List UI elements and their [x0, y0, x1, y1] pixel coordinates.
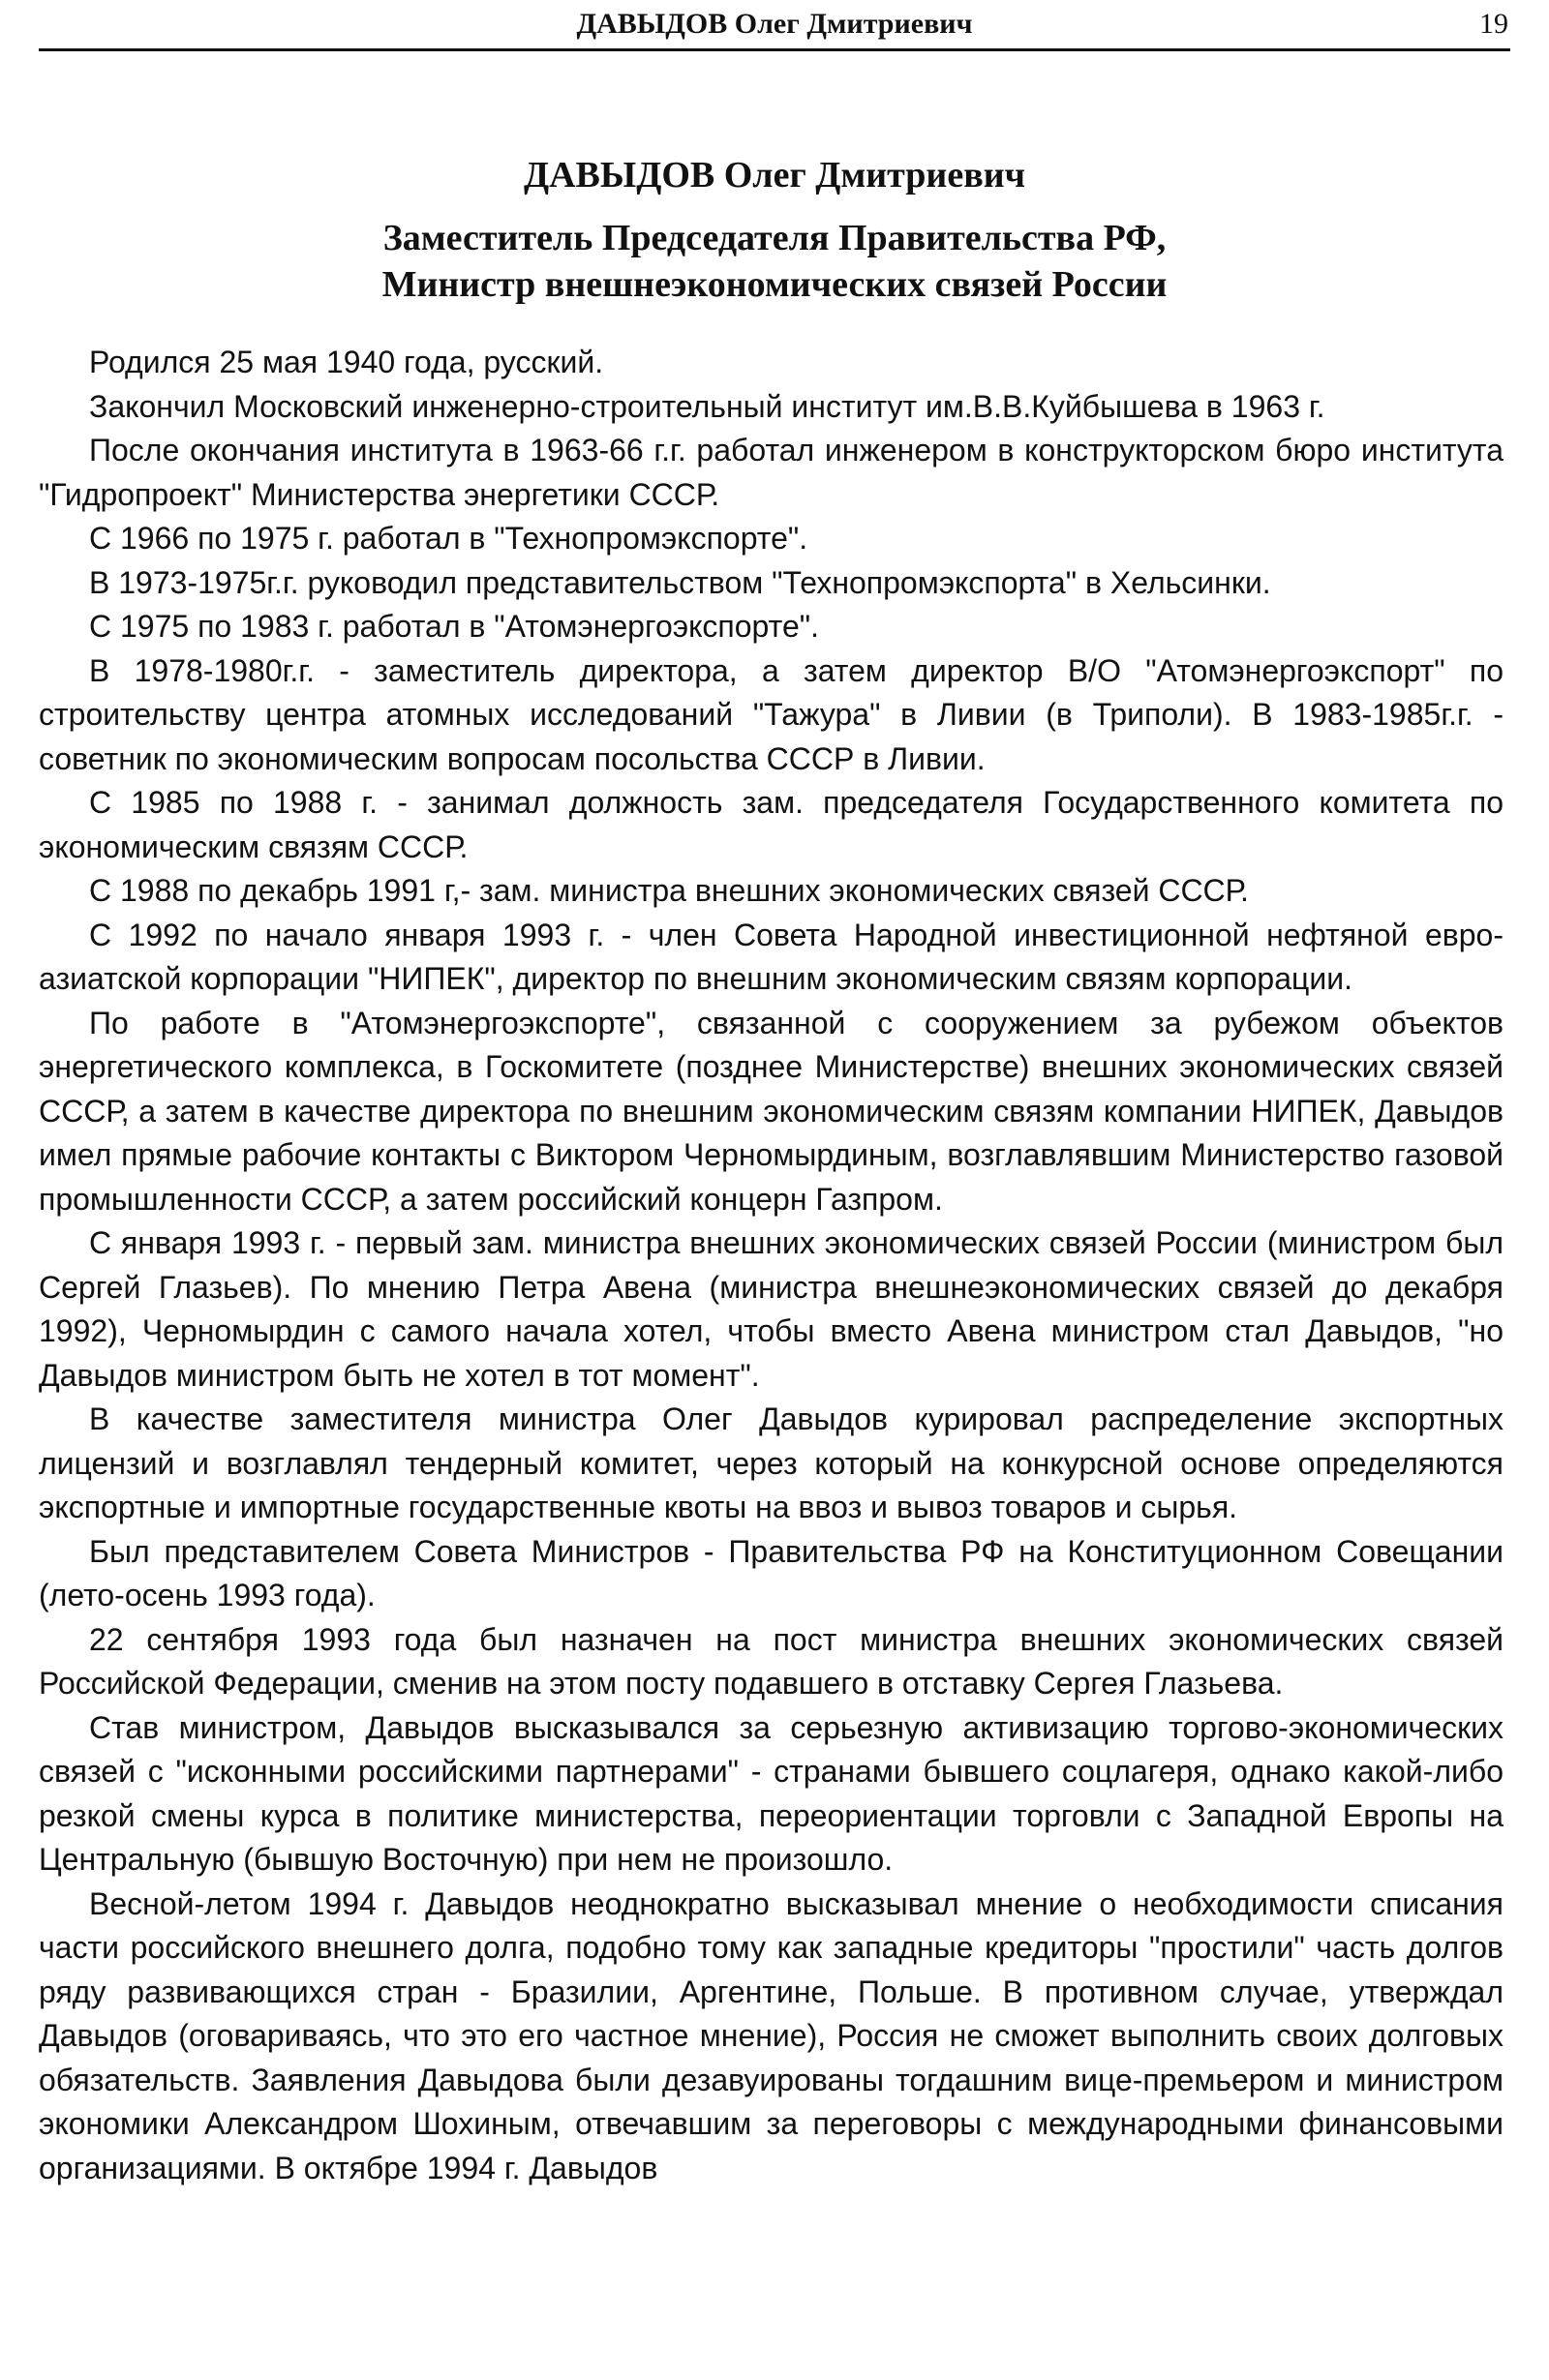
paragraph: Родился 25 мая 1940 года, русский.	[89, 345, 604, 379]
paragraph: С 1966 по 1975 г. работал в "Технопромэкспорте".	[89, 521, 808, 556]
person-name: ДАВЫДОВ Олег Дмитриевич	[523, 155, 1026, 196]
paragraph: С 1988 по декабрь 1991 г,- зам. министра внешних экономических связей СССР.	[89, 873, 1249, 908]
paragraph: В 1978-1980г.г. - заместитель директора, а затем директор В/О "Атомэнергоэкспорт" по строительству центра атомных исследований "Тажура" в Ливии (в Триполи). В 1983-1985г.г. - советник по экономическим вопросам посольства СССР в Ливии.	[39, 652, 1503, 776]
paragraph: Закончил Московский инженерно-строительный институт им.В.В.Куйбышева в 1963 г.	[89, 388, 1325, 424]
page-number: 19	[1479, 8, 1508, 40]
title-block	[39, 153, 1510, 308]
paragraph: Став министром, Давыдов высказывался за серьезную активизацию торгово-экономических связей с "исконными российскими партнерами" - странами бывшего соцлагеря, однако какой-либо резкой смены курса в политике министерства, переориентации торговли с Западной Европы на Центральную (бывшую Восточную) при нем не произошло.	[39, 1709, 1503, 1877]
paragraph: С 1975 по 1983 г. работал в "Атомэнергоэкспорте".	[89, 609, 819, 644]
paragraph: С 1992 по начало января 1993 г. - член Совета Народной инвестиционной нефтяной евро-азиатской корпорации "НИПЕК", директор по внешним экономическим связям корпорации.	[39, 917, 1503, 996]
paragraph: В 1973-1975г.г. руководил представительством "Технопромэкспорта" в Хельсинки.	[89, 564, 1271, 600]
paragraph: После окончания института в 1963-66 г.г. работал инженером в конструкторском бюро института "Гидропроект" Министерства энергетики СССР.	[39, 433, 1503, 512]
paragraph: 22 сентября 1993 года был назначен на пост министра внешних экономических связей Российской Федерации, сменив на этом посту подавшего в отставку Сергея Глазьева.	[39, 1621, 1503, 1701]
running-header	[39, 0, 1510, 51]
paragraph: Был представителем Совета Министров - Правительства РФ на Конституционном Совещании (лето-осень 1993 года).	[39, 1533, 1503, 1612]
paragraph: С 1985 по 1988 г. - занимал должность зам. председателя Государственного комитета по экономическим связям СССР.	[39, 785, 1503, 864]
paragraph: В качестве заместителя министра Олег Давыдов курировал распределение экспортных лицензий и возглавлял тендерный комитет, через который на конкурсной основе определяются экспортные и импортные государственные квоты на ввоз и вывоз товаров и сырья.	[39, 1401, 1503, 1524]
biography-text	[39, 341, 1503, 2190]
paragraph: Весной-летом 1994 г. Давыдов неоднократно высказывал мнение о необходимости списания части российского внешнего долга, подобно тому как западные кредиторы "простили" часть долгов ряду развивающихся стран - Бразилии, Аргентине, Польше. В противном случае, утверждал Давыдов (оговариваясь, что это его частное мнение), Россия не сможет выполнить своих долговых обязательств. Заявления Давыдова были дезавуированы тогдашним вице-премьером и министром экономики Александром Шохиным, отвечавшим за переговоры с международными финансовыми организациями. В октябре 1994 г. Давыдов	[39, 1885, 1503, 2185]
position-line-1: Заместитель Председателя Правительства РФ,	[382, 218, 1167, 258]
paragraph: С января 1993 г. - первый зам. министра внешних экономических связей России (министром был Сергей Глазьев). По мнению Петра Авена (министра внешнеэкономических связей до декабря 1992), Черномырдин с самого начала хотел, чтобы вместо Авена министром стал Давыдов, "но Давыдов министром быть не хотел в тот момент".	[39, 1225, 1503, 1393]
position-line-2: Министр внешнеэкономических связей России	[381, 264, 1168, 305]
paragraph: По работе в "Атомэнергоэкспорте", связанной с сооружением за рубежом объектов энергетического комплекса, в Госкомитете (позднее Министерстве) внешних экономических связей СССР, а затем в качестве директора по внешним экономическим связям компании НИПЕК, Давыдов имел прямые рабочие контакты с Виктором Черномырдиным, возглавлявшим Министерство газовой промышленности СССР, а затем российский концерн Газпром.	[39, 1005, 1503, 1217]
running-header-title: ДАВЫДОВ Олег Дмитриевич	[576, 8, 973, 40]
